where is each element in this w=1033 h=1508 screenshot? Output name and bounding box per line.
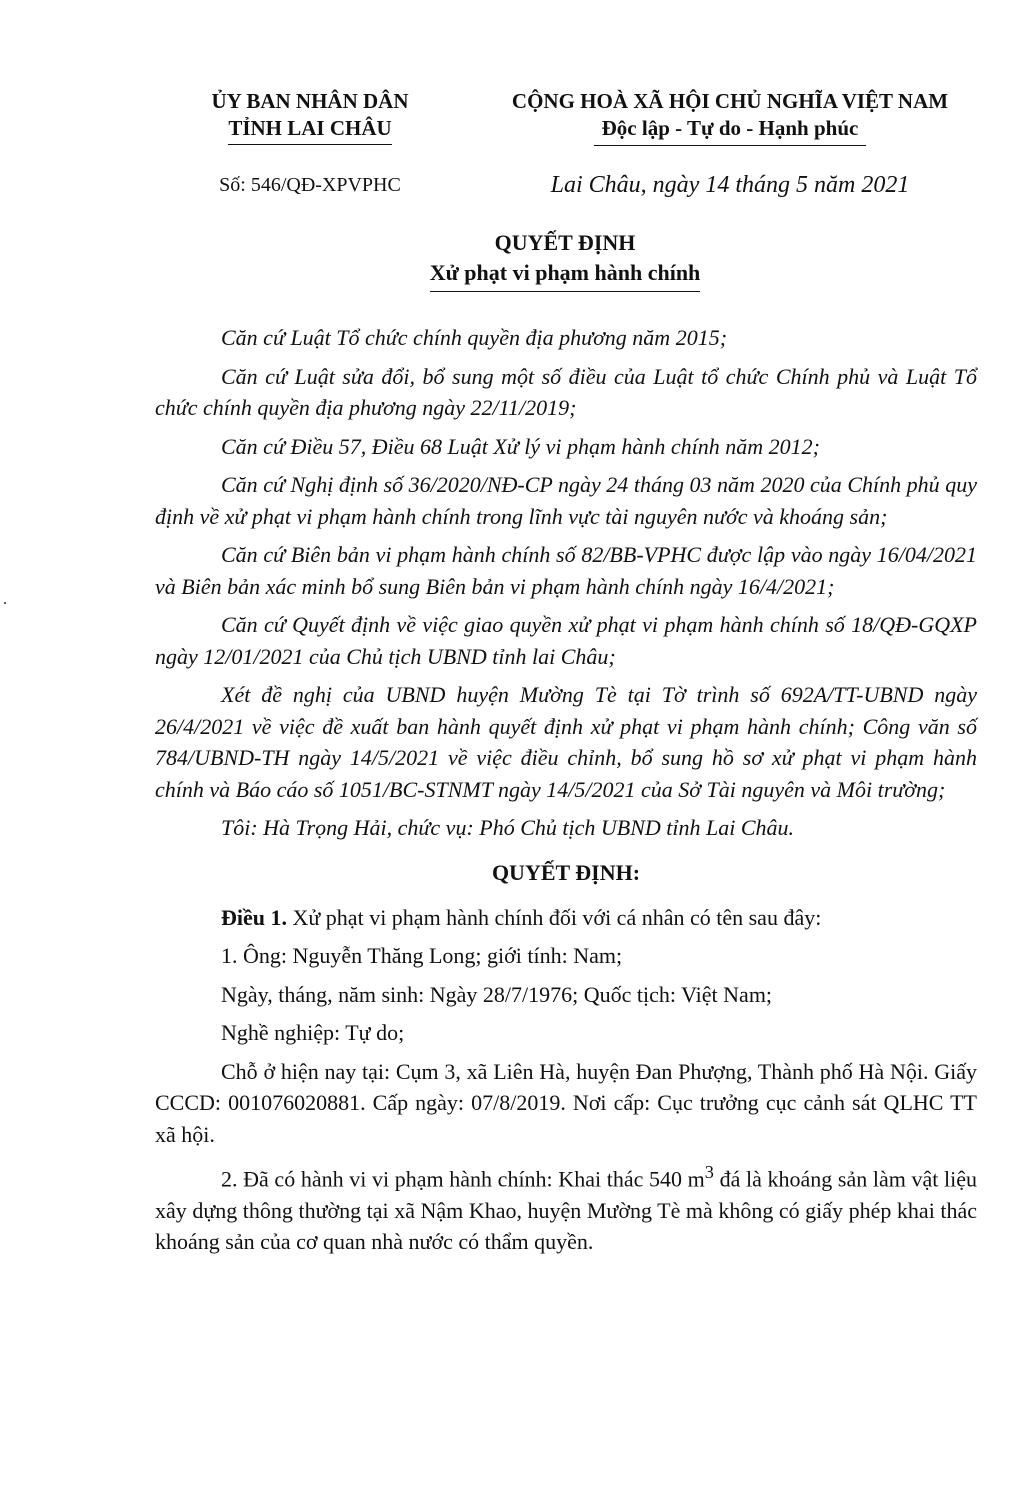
preamble-paragraph: Căn cứ Luật Tổ chức chính quyền địa phương năm 2015; [221, 325, 728, 350]
margin-dot: . [3, 591, 7, 608]
national-motto [480, 88, 980, 146]
document-subtitle: Xử phạt vi phạm hành chính [430, 258, 701, 292]
authority-line-1: ỦY BAN NHÂN DÂN [211, 89, 409, 113]
decision-heading: QUYẾT ĐỊNH: [491, 859, 641, 885]
preamble-paragraph: Xét đề nghị của UBND huyện Mường Tè tại Tờ trình số 692A/TT-UBND ngày 26/4/2021 về việc đề xuất ban hành quyết định xử phạt vi phạm hành chính; Công văn số 784/UBND-TH ngày 14/5/2021 về việc điều chỉnh, bổ sung hồ sơ xử phạt vi phạm hành chính và Báo cáo số 1051/BC-STNMT ngày 14/5/2021 của Sở Tài nguyên và Môi trường; [155, 682, 977, 802]
preamble-paragraph: Căn cứ Nghị định số 36/2020/NĐ-CP ngày 24 tháng 03 năm 2020 của Chính phủ quy định về xử phạt vi phạm hành chính trong lĩnh vực tài nguyên nước và khoáng sản; [155, 472, 977, 529]
issuing-authority [150, 88, 470, 145]
document-title-block [150, 228, 980, 292]
article-1-label: Điều 1. [221, 904, 287, 930]
article-1-text: Xử phạt vi phạm hành chính đối với cá nhân có tên sau đây: [287, 904, 822, 930]
document-header [150, 88, 980, 208]
person-birth-line: Ngày, tháng, năm sinh: Ngày 28/7/1976; Quốc tịch: Việt Nam; [221, 981, 773, 1007]
document-date: Lai Châu, ngày 14 tháng 5 năm 2021 [550, 172, 910, 198]
cubic-superscript: 3 [704, 1162, 714, 1182]
person-occupation-line: Nghề nghiệp: Tự do; [221, 1020, 405, 1045]
document-number: Số: 546/QĐ-XPVPHC [219, 174, 401, 196]
violation-text-start: 2. Đã có hành vi vi phạm hành chính: Khai thác 540 m [221, 1166, 705, 1192]
article-1 [155, 902, 977, 934]
document-title: QUYẾT ĐỊNH [494, 230, 636, 255]
country-name: CỘNG HOÀ XÃ HỘI CHỦ NGHĨA VIỆT NAM [511, 89, 949, 113]
violation-text-end: đá là khoáng sản làm vật liệu xây dựng thông thường tại xã Nậm Khao, huyện Mường Tè mà không có giấy phép khai thác khoáng sản của cơ quan nhà nước có thẩm quyền. [155, 1166, 977, 1255]
authority-line-2: TỈNH LAI CHÂU [228, 115, 391, 145]
preamble-paragraph: Căn cứ Biên bản vi phạm hành chính số 82/BB-VPHC được lập vào ngày 16/04/2021 và Biên bản xác minh bổ sung Biên bản vi phạm hành chính ngày 16/4/2021; [155, 542, 977, 599]
person-name-line: 1. Ông: Nguyễn Thăng Long; giới tính: Nam; [221, 943, 623, 968]
person-address-line: Chỗ ở hiện nay tại: Cụm 3, xã Liên Hà, huyện Đan Phượng, Thành phố Hà Nội. Giấy CCCD: 001076020881. Cấp ngày: 07/8/2019. Nơi cấp: Cục trưởng cục cảnh sát QLHC TT xã hội. [155, 1058, 977, 1147]
preamble-paragraph: Căn cứ Quyết định về việc giao quyền xử phạt vi phạm hành chính số 18/QĐ-GQXP ngày 12/01/2021 của Chủ tịch UBND tỉnh lai Châu; [155, 612, 977, 669]
preamble-paragraph: Căn cứ Điều 57, Điều 68 Luật Xử lý vi phạm hành chính năm 2012; [221, 433, 820, 459]
preamble-paragraph: Căn cứ Luật sửa đổi, bổ sung một số điều của Luật tổ chức Chính phủ và Luật Tổ chức chính quyền địa phương ngày 22/11/2019; [155, 363, 977, 420]
motto-line: Độc lập - Tự do - Hạnh phúc [594, 115, 867, 146]
document-body [155, 322, 977, 1265]
violation-paragraph [155, 1157, 977, 1258]
signer-statement: Tôi: Hà Trọng Hải, chức vụ: Phó Chủ tịch UBND tỉnh Lai Châu. [221, 815, 794, 840]
